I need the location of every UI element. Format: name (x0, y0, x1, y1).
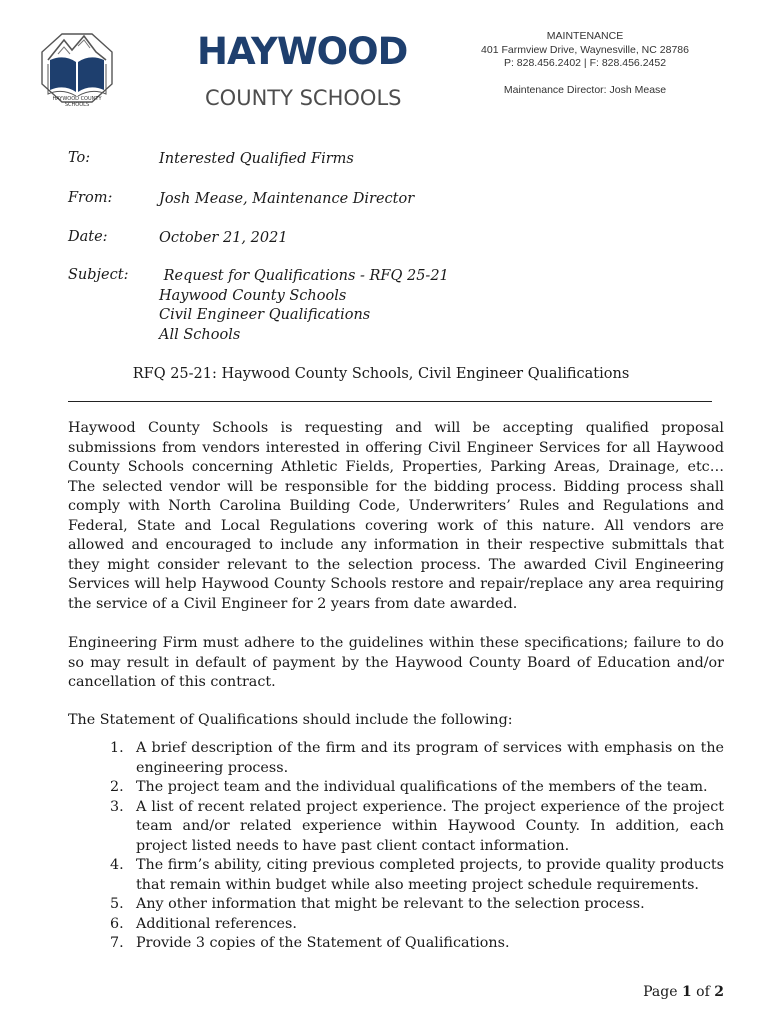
memo-date-value: October 21, 2021 (159, 230, 288, 246)
page-number: Page 1 of 2 (643, 984, 724, 1000)
list-intro-paragraph: The Statement of Qualifications should include the following: (68, 712, 513, 728)
director-line: Maintenance Director: Josh Mease (503, 83, 667, 96)
brand-title: HAYWOOD (197, 30, 408, 73)
list-item: 1. A brief description of the firm and its program of services with emphasis on the engineering process. (110, 740, 724, 776)
subject-line: Haywood County Schools (159, 287, 347, 304)
list-item: 5. Any other information that might be relevant to the selection process. (110, 896, 645, 912)
list-item: 3. A list of recent related project experience. The project experience of the project team and/or related experience within Haywood County. In addition, each project listed needs to have past client contact information. (110, 798, 724, 854)
brand-subtitle: COUNTY SCHOOLS (205, 86, 402, 110)
phone-fax-line: P: 828.456.2402 | F: 828.456.2452 (503, 57, 667, 69)
memo-subject-label: Subject: (68, 267, 129, 283)
memo-from-value: Josh Mease, Maintenance Director (159, 191, 415, 207)
subject-line: Request for Qualifications - RFQ 25-21 (159, 268, 449, 284)
memo-from-label: From: (68, 190, 113, 206)
rfq-heading: RFQ 25-21: Haywood County Schools, Civil Engineer Qualifications (132, 366, 630, 382)
logo-caption: HAYWOOD COUNTY SCHOOLS (52, 96, 102, 108)
subject-line: Civil Engineer Qualifications (159, 307, 371, 323)
list-item: 4. The firm’s ability, citing previous completed projects, to provide quality products that remain within budget while also meeting project schedule requirements. (110, 857, 724, 893)
compliance-paragraph: Engineering Firm must adhere to the guidelines within these specifications; failure to do so may result in default of payment by the Haywood County Board of Education and/or cancellation of this contract. (68, 635, 724, 690)
memo-to-value: Interested Qualified Firms (159, 151, 354, 167)
school-logo (38, 30, 116, 112)
qualifications-list (68, 739, 724, 954)
list-item: 6. Additional references. (110, 915, 297, 932)
intro-paragraph: Haywood County Schools is requesting and will be accepting qualified proposal submissions from vendors interested in offering Civil Engineer Services for all Haywood County Schools concerning Athletic Fields, Properties, Parking Areas, Drainage, etc… The selected vendor will be responsible for the bidding process. Bidding process shall comply with North Carolina Building Code, Underwriters’ Rules and Regulations and Federal, State and Local Regulations covering work of this nature. All vendors are allowed and encouraged to include any information in their respective submittals that they might consider relevant to the selection process. The awarded Civil Engineering Services will help Haywood County Schools restore and repair/replace any area requiring the service of a Civil Engineer for 2 years from date awarded. (68, 420, 724, 612)
address-line: 401 Farmview Drive, Waynesville, NC 28786 (481, 43, 689, 56)
subject-line: All Schools (159, 326, 241, 343)
department-label: MAINTENANCE (546, 30, 624, 42)
memo-to-label: To: (68, 150, 91, 166)
contact-block (470, 30, 700, 97)
list-item: 2. The project team and the individual qualifications of the members of the team. (110, 779, 708, 795)
horizontal-rule (68, 401, 712, 402)
list-item: 7. Provide 3 copies of the Statement of Qualifications. (110, 935, 510, 951)
memo-subject-value (159, 267, 449, 345)
memo-date-label: Date: (68, 229, 108, 245)
